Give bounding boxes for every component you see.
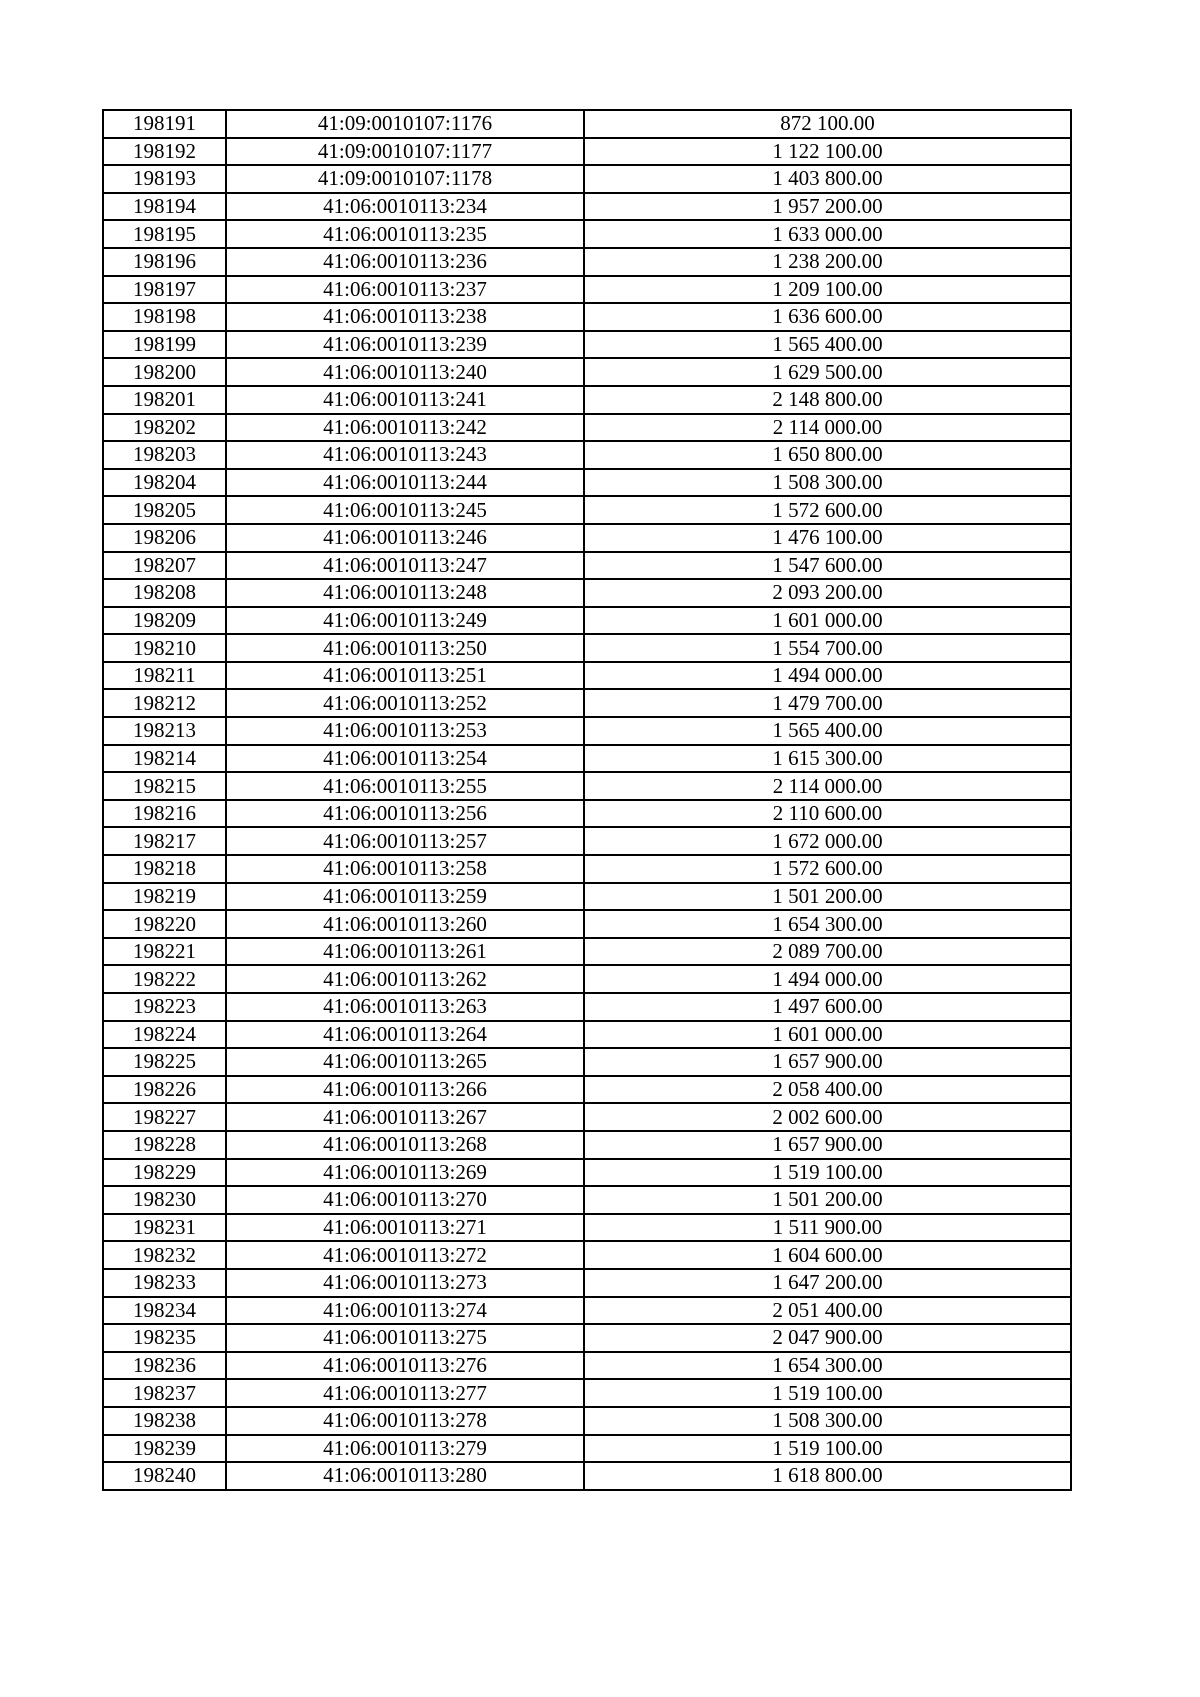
cadastral-number-cell: 41:06:0010113:259 xyxy=(226,883,584,911)
table-row xyxy=(103,1214,1071,1242)
row-number-cell: 198211 xyxy=(103,662,226,690)
row-number-cell: 198193 xyxy=(103,165,226,193)
table-row xyxy=(103,138,1071,166)
row-number-cell: 198225 xyxy=(103,1048,226,1076)
cadastral-number-cell: 41:06:0010113:260 xyxy=(226,910,584,938)
table-row xyxy=(103,689,1071,717)
cadastral-value-cell: 2 089 700.00 xyxy=(584,938,1071,966)
cadastral-value-cell: 1 508 300.00 xyxy=(584,469,1071,497)
row-number-cell: 198204 xyxy=(103,469,226,497)
table-row xyxy=(103,552,1071,580)
row-number-cell: 198230 xyxy=(103,1186,226,1214)
table-row xyxy=(103,579,1071,607)
row-number-cell: 198198 xyxy=(103,303,226,331)
cadastral-number-cell: 41:06:0010113:273 xyxy=(226,1269,584,1297)
row-number-cell: 198224 xyxy=(103,1021,226,1049)
cadastral-value-cell: 2 114 000.00 xyxy=(584,414,1071,442)
table-row xyxy=(103,1435,1071,1463)
cadastral-number-cell: 41:06:0010113:271 xyxy=(226,1214,584,1242)
table-row xyxy=(103,303,1071,331)
table-row xyxy=(103,1048,1071,1076)
cadastral-value-cell: 872 100.00 xyxy=(584,110,1071,138)
cadastral-value-cell: 1 519 100.00 xyxy=(584,1159,1071,1187)
cadastral-value-cell: 1 547 600.00 xyxy=(584,552,1071,580)
table-row xyxy=(103,165,1071,193)
row-number-cell: 198209 xyxy=(103,607,226,635)
cadastral-number-cell: 41:06:0010113:245 xyxy=(226,496,584,524)
cadastral-number-cell: 41:06:0010113:247 xyxy=(226,552,584,580)
cadastral-value-cell: 1 604 600.00 xyxy=(584,1241,1071,1269)
cadastral-value-cell: 2 058 400.00 xyxy=(584,1076,1071,1104)
cadastral-value-cell: 1 479 700.00 xyxy=(584,689,1071,717)
cadastral-number-cell: 41:06:0010113:268 xyxy=(226,1131,584,1159)
table-row xyxy=(103,386,1071,414)
table-row xyxy=(103,1352,1071,1380)
cadastral-number-cell: 41:06:0010113:251 xyxy=(226,662,584,690)
table-row xyxy=(103,772,1071,800)
cadastral-number-cell: 41:09:0010107:1177 xyxy=(226,138,584,166)
cadastral-value-cell: 1 672 000.00 xyxy=(584,827,1071,855)
table-row xyxy=(103,1076,1071,1104)
cadastral-number-cell: 41:06:0010113:252 xyxy=(226,689,584,717)
table-row xyxy=(103,717,1071,745)
cadastral-number-cell: 41:06:0010113:237 xyxy=(226,276,584,304)
row-number-cell: 198237 xyxy=(103,1379,226,1407)
cadastral-value-cell: 2 047 900.00 xyxy=(584,1324,1071,1352)
row-number-cell: 198227 xyxy=(103,1103,226,1131)
cadastral-number-cell: 41:06:0010113:235 xyxy=(226,220,584,248)
cadastral-number-cell: 41:06:0010113:242 xyxy=(226,414,584,442)
cadastral-number-cell: 41:06:0010113:257 xyxy=(226,827,584,855)
cadastral-number-cell: 41:06:0010113:236 xyxy=(226,248,584,276)
cadastral-number-cell: 41:09:0010107:1176 xyxy=(226,110,584,138)
table-row xyxy=(103,469,1071,497)
cadastral-value-cell: 1 647 200.00 xyxy=(584,1269,1071,1297)
table-row xyxy=(103,441,1071,469)
cadastral-value-cell: 1 476 100.00 xyxy=(584,524,1071,552)
table-row xyxy=(103,193,1071,221)
cadastral-value-cell: 1 636 600.00 xyxy=(584,303,1071,331)
cadastral-value-cell: 1 519 100.00 xyxy=(584,1435,1071,1463)
cadastral-number-cell: 41:06:0010113:280 xyxy=(226,1462,584,1490)
row-number-cell: 198233 xyxy=(103,1269,226,1297)
cadastral-number-cell: 41:06:0010113:239 xyxy=(226,331,584,359)
row-number-cell: 198222 xyxy=(103,965,226,993)
cadastral-value-cell: 1 615 300.00 xyxy=(584,745,1071,773)
table-row xyxy=(103,220,1071,248)
cadastral-value-cell: 2 051 400.00 xyxy=(584,1297,1071,1325)
cadastral-value-cell: 1 650 800.00 xyxy=(584,441,1071,469)
table-row xyxy=(103,662,1071,690)
row-number-cell: 198217 xyxy=(103,827,226,855)
table-row xyxy=(103,1159,1071,1187)
table-row xyxy=(103,1297,1071,1325)
cadastral-number-cell: 41:06:0010113:267 xyxy=(226,1103,584,1131)
row-number-cell: 198229 xyxy=(103,1159,226,1187)
cadastral-number-cell: 41:06:0010113:243 xyxy=(226,441,584,469)
cadastral-number-cell: 41:06:0010113:262 xyxy=(226,965,584,993)
cadastral-value-cell: 1 654 300.00 xyxy=(584,1352,1071,1380)
table-row xyxy=(103,634,1071,662)
table-row xyxy=(103,414,1071,442)
row-number-cell: 198240 xyxy=(103,1462,226,1490)
table-row xyxy=(103,110,1071,138)
table-row xyxy=(103,965,1071,993)
cadastral-number-cell: 41:06:0010113:240 xyxy=(226,358,584,386)
table-row xyxy=(103,524,1071,552)
row-number-cell: 198234 xyxy=(103,1297,226,1325)
table-row xyxy=(103,855,1071,883)
cadastral-value-cell: 2 093 200.00 xyxy=(584,579,1071,607)
row-number-cell: 198212 xyxy=(103,689,226,717)
cadastral-number-cell: 41:06:0010113:241 xyxy=(226,386,584,414)
table-row xyxy=(103,1407,1071,1435)
cadastral-number-cell: 41:06:0010113:249 xyxy=(226,607,584,635)
cadastral-number-cell: 41:06:0010113:279 xyxy=(226,1435,584,1463)
cadastral-value-cell: 1 633 000.00 xyxy=(584,220,1071,248)
row-number-cell: 198236 xyxy=(103,1352,226,1380)
cadastral-value-cell: 1 519 100.00 xyxy=(584,1379,1071,1407)
cadastral-value-cell: 1 494 000.00 xyxy=(584,662,1071,690)
cadastral-value-cell: 1 565 400.00 xyxy=(584,331,1071,359)
cadastral-value-cell: 1 629 500.00 xyxy=(584,358,1071,386)
row-number-cell: 198226 xyxy=(103,1076,226,1104)
table-row xyxy=(103,248,1071,276)
cadastral-value-cell: 1 209 100.00 xyxy=(584,276,1071,304)
table-row xyxy=(103,827,1071,855)
table-row xyxy=(103,1462,1071,1490)
row-number-cell: 198221 xyxy=(103,938,226,966)
row-number-cell: 198218 xyxy=(103,855,226,883)
table-row xyxy=(103,1021,1071,1049)
cadastral-number-cell: 41:06:0010113:269 xyxy=(226,1159,584,1187)
table-row xyxy=(103,276,1071,304)
row-number-cell: 198195 xyxy=(103,220,226,248)
cadastral-value-cell: 1 403 800.00 xyxy=(584,165,1071,193)
cadastral-number-cell: 41:06:0010113:266 xyxy=(226,1076,584,1104)
row-number-cell: 198207 xyxy=(103,552,226,580)
cadastral-value-cell: 1 497 600.00 xyxy=(584,993,1071,1021)
cadastral-value-cell: 1 601 000.00 xyxy=(584,607,1071,635)
row-number-cell: 198202 xyxy=(103,414,226,442)
cadastral-number-cell: 41:09:0010107:1178 xyxy=(226,165,584,193)
table-row xyxy=(103,1379,1071,1407)
table-row xyxy=(103,1103,1071,1131)
cadastral-value-table xyxy=(102,109,1072,1491)
cadastral-value-cell: 1 501 200.00 xyxy=(584,1186,1071,1214)
table-row xyxy=(103,800,1071,828)
cadastral-number-cell: 41:06:0010113:244 xyxy=(226,469,584,497)
cadastral-number-cell: 41:06:0010113:248 xyxy=(226,579,584,607)
cadastral-value-cell: 1 554 700.00 xyxy=(584,634,1071,662)
table-row xyxy=(103,496,1071,524)
row-number-cell: 198231 xyxy=(103,1214,226,1242)
cadastral-value-cell: 1 657 900.00 xyxy=(584,1131,1071,1159)
cadastral-number-cell: 41:06:0010113:254 xyxy=(226,745,584,773)
row-number-cell: 198191 xyxy=(103,110,226,138)
cadastral-value-cell: 1 122 100.00 xyxy=(584,138,1071,166)
cadastral-number-cell: 41:06:0010113:256 xyxy=(226,800,584,828)
cadastral-value-cell: 2 002 600.00 xyxy=(584,1103,1071,1131)
table-row xyxy=(103,1269,1071,1297)
cadastral-value-cell: 1 657 900.00 xyxy=(584,1048,1071,1076)
cadastral-number-cell: 41:06:0010113:265 xyxy=(226,1048,584,1076)
cadastral-value-cell: 1 618 800.00 xyxy=(584,1462,1071,1490)
row-number-cell: 198203 xyxy=(103,441,226,469)
table-row xyxy=(103,745,1071,773)
table-row xyxy=(103,1324,1071,1352)
row-number-cell: 198196 xyxy=(103,248,226,276)
row-number-cell: 198206 xyxy=(103,524,226,552)
row-number-cell: 198215 xyxy=(103,772,226,800)
cadastral-number-cell: 41:06:0010113:250 xyxy=(226,634,584,662)
row-number-cell: 198200 xyxy=(103,358,226,386)
cadastral-value-cell: 1 572 600.00 xyxy=(584,496,1071,524)
cadastral-value-cell: 1 601 000.00 xyxy=(584,1021,1071,1049)
table-row xyxy=(103,1131,1071,1159)
row-number-cell: 198232 xyxy=(103,1241,226,1269)
row-number-cell: 198199 xyxy=(103,331,226,359)
cadastral-number-cell: 41:06:0010113:272 xyxy=(226,1241,584,1269)
cadastral-number-cell: 41:06:0010113:246 xyxy=(226,524,584,552)
cadastral-value-cell: 1 508 300.00 xyxy=(584,1407,1071,1435)
row-number-cell: 198216 xyxy=(103,800,226,828)
row-number-cell: 198194 xyxy=(103,193,226,221)
cadastral-number-cell: 41:06:0010113:261 xyxy=(226,938,584,966)
cadastral-number-cell: 41:06:0010113:238 xyxy=(226,303,584,331)
row-number-cell: 198235 xyxy=(103,1324,226,1352)
table-row xyxy=(103,607,1071,635)
cadastral-number-cell: 41:06:0010113:275 xyxy=(226,1324,584,1352)
cadastral-value-cell: 1 957 200.00 xyxy=(584,193,1071,221)
row-number-cell: 198214 xyxy=(103,745,226,773)
table-row xyxy=(103,1241,1071,1269)
cadastral-value-cell: 1 565 400.00 xyxy=(584,717,1071,745)
row-number-cell: 198239 xyxy=(103,1435,226,1463)
cadastral-value-cell: 1 511 900.00 xyxy=(584,1214,1071,1242)
row-number-cell: 198201 xyxy=(103,386,226,414)
table-row xyxy=(103,1186,1071,1214)
row-number-cell: 198220 xyxy=(103,910,226,938)
cadastral-number-cell: 41:06:0010113:276 xyxy=(226,1352,584,1380)
row-number-cell: 198238 xyxy=(103,1407,226,1435)
table-row xyxy=(103,331,1071,359)
cadastral-number-cell: 41:06:0010113:270 xyxy=(226,1186,584,1214)
cadastral-value-cell: 1 501 200.00 xyxy=(584,883,1071,911)
table-row xyxy=(103,883,1071,911)
cadastral-number-cell: 41:06:0010113:264 xyxy=(226,1021,584,1049)
row-number-cell: 198223 xyxy=(103,993,226,1021)
cadastral-value-cell: 2 114 000.00 xyxy=(584,772,1071,800)
cadastral-value-cell: 2 110 600.00 xyxy=(584,800,1071,828)
row-number-cell: 198210 xyxy=(103,634,226,662)
table-row xyxy=(103,910,1071,938)
cadastral-number-cell: 41:06:0010113:277 xyxy=(226,1379,584,1407)
table-body xyxy=(103,110,1071,1490)
cadastral-number-cell: 41:06:0010113:234 xyxy=(226,193,584,221)
table-row xyxy=(103,358,1071,386)
cadastral-value-cell: 1 238 200.00 xyxy=(584,248,1071,276)
cadastral-value-cell: 1 494 000.00 xyxy=(584,965,1071,993)
cadastral-number-cell: 41:06:0010113:255 xyxy=(226,772,584,800)
row-number-cell: 198213 xyxy=(103,717,226,745)
cadastral-number-cell: 41:06:0010113:263 xyxy=(226,993,584,1021)
cadastral-number-cell: 41:06:0010113:278 xyxy=(226,1407,584,1435)
cadastral-value-cell: 1 572 600.00 xyxy=(584,855,1071,883)
row-number-cell: 198197 xyxy=(103,276,226,304)
cadastral-number-cell: 41:06:0010113:274 xyxy=(226,1297,584,1325)
table-row xyxy=(103,938,1071,966)
row-number-cell: 198205 xyxy=(103,496,226,524)
cadastral-number-cell: 41:06:0010113:258 xyxy=(226,855,584,883)
table-row xyxy=(103,993,1071,1021)
cadastral-value-cell: 2 148 800.00 xyxy=(584,386,1071,414)
row-number-cell: 198192 xyxy=(103,138,226,166)
cadastral-value-cell: 1 654 300.00 xyxy=(584,910,1071,938)
row-number-cell: 198219 xyxy=(103,883,226,911)
cadastral-number-cell: 41:06:0010113:253 xyxy=(226,717,584,745)
row-number-cell: 198228 xyxy=(103,1131,226,1159)
row-number-cell: 198208 xyxy=(103,579,226,607)
